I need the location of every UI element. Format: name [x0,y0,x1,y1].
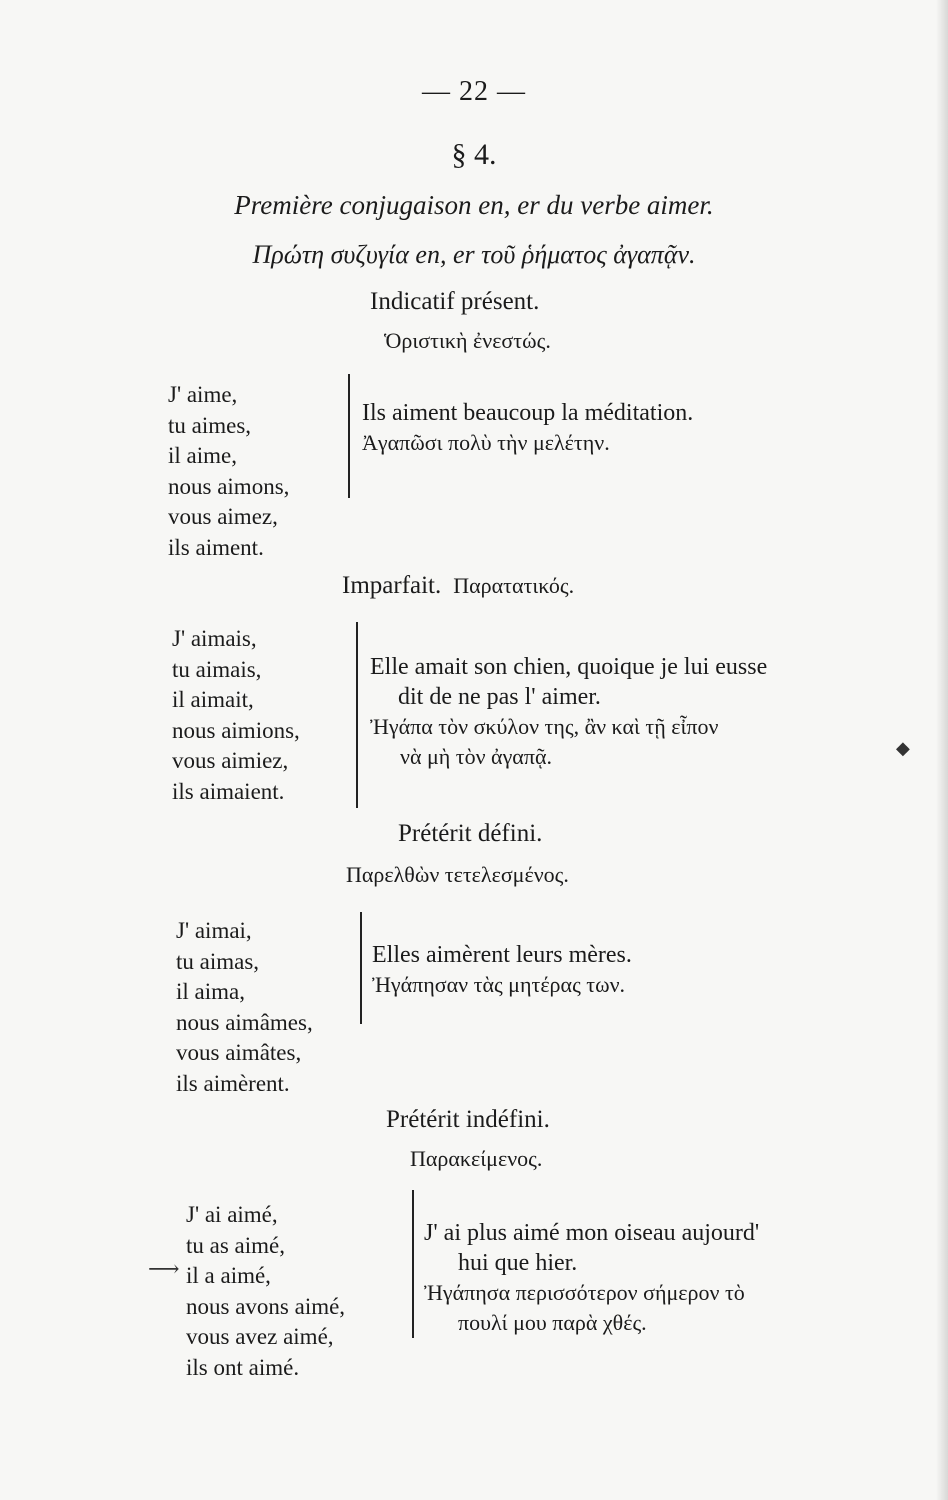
conjugation-list-imperfect [172,624,300,807]
page-number: — 22 — [422,76,526,107]
example-present [362,398,693,458]
conjugation-form: il aima, [176,979,245,1004]
bracket-rule [412,1190,414,1338]
example-greek: νὰ μὴ τὸν ἀγαπᾷ. [400,744,552,769]
example-french: hui que hier. [458,1250,578,1276]
example-greek: Ἠγάπησαν τὰς μητέρας των. [372,972,626,997]
conjugation-form: ils aimèrent. [176,1070,290,1096]
conjugation-form: J' aime, [168,382,238,407]
tense-heading-past-indefinite-greek: Παρακείμενος. [410,1146,543,1171]
conjugation-form: tu aimais, [172,656,262,682]
conjugation-form: J' aimai, [176,918,252,943]
example-greek: Ἀγαπῶσι πολὺ τὴν μελέτην. [362,430,610,455]
conjugation-form: J' ai aimé, [186,1202,278,1227]
tense-heading-past-definite: Prétérit défini. [398,820,543,847]
example-french: Elles aimèrent leurs mères. [372,942,632,968]
conjugation-list-past-indefinite [186,1200,345,1383]
example-greek: Ἠγάπα τὸν σκύλον της, ἂν καὶ τῇ εἶπον [370,714,719,739]
tense-heading-imperfect: Imparfait. [342,572,442,599]
tense-heading-past-definite-greek: Παρελθὼν τετελεσμένος. [346,862,569,887]
conjugation-form: vous aimez, [168,504,278,529]
conjugation-form: vous aimâtes, [176,1040,302,1065]
conjugation-form: il aimait, [172,687,254,712]
page-edge-shadow [936,0,948,1500]
conjugation-form: nous avons aimé, [186,1293,346,1319]
tense-heading-imperfect-greek: Παρατατικός. [453,573,575,598]
example-french: Ils aiment beaucoup la méditation. [362,400,694,426]
example-greek: Ἠγάπησα περισσότερον σήμερον τὸ [424,1280,745,1305]
bracket-rule [360,912,362,1024]
tense-heading-past-indefinite: Prétérit indéfini. [386,1106,550,1133]
example-greek: πουλί μου παρὰ χθές. [458,1310,647,1335]
conjugation-form: tu as aimé, [186,1232,285,1258]
margin-hand-mark: ⟶ [148,1256,180,1281]
conjugation-form: ils ont aimé. [186,1354,300,1380]
bracket-rule [348,374,350,498]
example-past-definite [372,940,632,1000]
conjugation-form: tu aimes, [168,412,252,438]
conjugation-form: il a aimé, [186,1263,271,1288]
conjugation-title-french: Première conjugaison en, er du verbe aimer. [234,190,714,220]
conjugation-form: ils aimaient. [172,778,285,804]
example-imperfect [370,652,767,772]
tense-heading-present: Indicatif présent. [370,288,540,315]
bracket-rule [356,622,358,808]
conjugation-form: ils aiment. [168,534,264,560]
example-past-indefinite [424,1218,759,1338]
conjugation-form: J' aimais, [172,626,257,651]
conjugation-form: vous aimiez, [172,748,289,773]
conjugation-form: nous aimions, [172,717,300,743]
example-french: Elle amait son chien, quoique je lui eusse [370,654,768,680]
tense-heading-present-greek: Ὁριστικὴ ἐνεστώς. [384,328,551,353]
conjugation-form: tu aimas, [176,948,260,974]
conjugation-title-greek: Πρώτη συζυγία en, er τοῦ ῥήματος ἀγαπᾷν. [252,240,696,269]
conjugation-list-present [168,380,289,563]
conjugation-list-past-definite [176,916,313,1099]
conjugation-form: vous avez aimé, [186,1324,334,1349]
tense-heading-imperfect-line [342,572,574,600]
conjugation-form: nous aimâmes, [176,1009,313,1035]
conjugation-form: nous aimons, [168,473,290,499]
conjugation-form: il aime, [168,443,237,468]
example-french: J' ai plus aimé mon oiseau aujourd' [424,1220,760,1246]
section-heading: § 4. [451,138,497,171]
margin-ink-mark: ◆ [896,738,910,758]
example-french: dit de ne pas l' aimer. [398,684,601,710]
